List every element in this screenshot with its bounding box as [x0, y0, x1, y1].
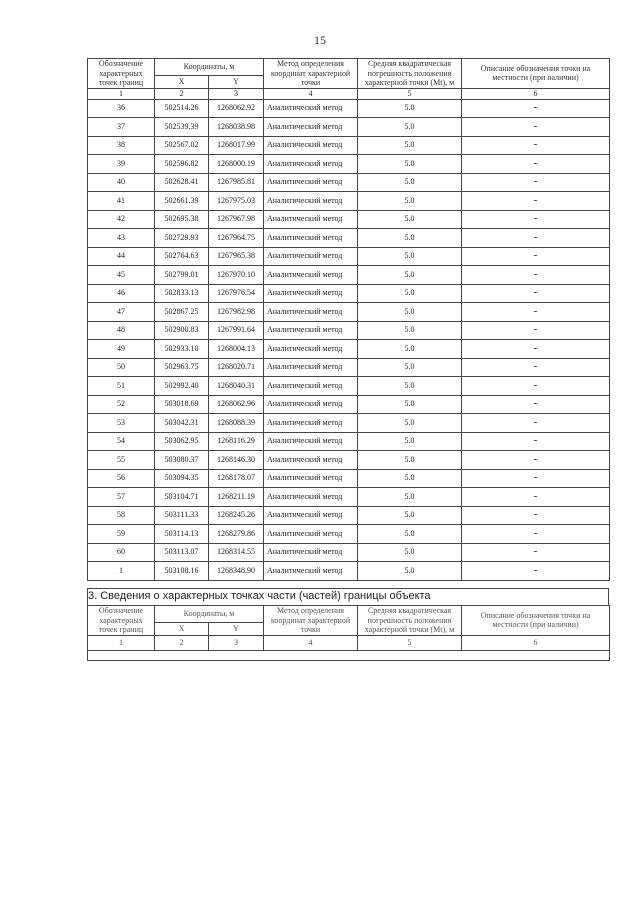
accuracy-cell: 5.0	[358, 210, 462, 229]
y-coordinate-cell: 1268279.86	[209, 525, 264, 544]
description-cell: -	[462, 266, 610, 285]
accuracy-cell: 5.0	[358, 340, 462, 359]
header-y: Y	[209, 623, 264, 635]
y-coordinate-cell: 1268000.19	[209, 155, 264, 174]
x-coordinate-cell: 502628.41	[155, 173, 209, 192]
header-coordinates: Координаты, м	[155, 606, 264, 623]
table-row	[88, 173, 610, 192]
description-cell: -	[462, 469, 610, 488]
col-number: 4	[264, 88, 358, 99]
point-label-cell: 42	[88, 210, 155, 229]
table-row	[88, 377, 610, 396]
y-coordinate-cell: 1268004.13	[209, 340, 264, 359]
col-number: 1	[88, 88, 155, 99]
point-label-cell: 39	[88, 155, 155, 174]
method-cell: Аналитический метод	[264, 229, 358, 248]
description-cell: -	[462, 321, 610, 340]
table-row	[88, 488, 610, 507]
point-label-cell: 43	[88, 229, 155, 248]
empty-row	[88, 650, 610, 660]
col-number: 3	[209, 635, 264, 650]
y-coordinate-cell: 1267967.98	[209, 210, 264, 229]
method-cell: Аналитический метод	[264, 173, 358, 192]
method-cell: Аналитический метод	[264, 99, 358, 118]
table-row	[88, 192, 610, 211]
col-number: 6	[462, 635, 610, 650]
part-boundary-points-table	[87, 605, 610, 661]
y-coordinate-cell: 1268040.31	[209, 377, 264, 396]
table-row	[88, 266, 610, 285]
y-coordinate-cell: 1268062.92	[209, 99, 264, 118]
x-coordinate-cell: 503062.95	[155, 432, 209, 451]
table-row	[88, 118, 610, 137]
y-coordinate-cell: 1268245.26	[209, 506, 264, 525]
accuracy-cell: 5.0	[358, 266, 462, 285]
col-number: 5	[358, 88, 462, 99]
section-3-title: 3. Сведения о характерных точках части (частей) границы объекта	[88, 590, 431, 602]
point-label-cell: 47	[88, 303, 155, 322]
y-coordinate-cell: 1267975.03	[209, 192, 264, 211]
accuracy-cell: 5.0	[358, 358, 462, 377]
x-coordinate-cell: 502764.63	[155, 247, 209, 266]
x-coordinate-cell: 502661.39	[155, 192, 209, 211]
table-row	[88, 469, 610, 488]
section-divider	[87, 588, 609, 589]
table-row	[88, 284, 610, 303]
col-number: 6	[462, 88, 610, 99]
accuracy-cell: 5.0	[358, 118, 462, 137]
description-cell: -	[462, 99, 610, 118]
x-coordinate-cell: 503108.16	[155, 562, 209, 581]
col-number: 2	[155, 88, 209, 99]
header-x: X	[155, 76, 209, 88]
accuracy-cell: 5.0	[358, 99, 462, 118]
description-cell: -	[462, 432, 610, 451]
point-label-cell: 1	[88, 562, 155, 581]
table-row	[88, 395, 610, 414]
point-label-cell: 53	[88, 414, 155, 433]
description-cell: -	[462, 155, 610, 174]
method-cell: Аналитический метод	[264, 432, 358, 451]
accuracy-cell: 5.0	[358, 432, 462, 451]
accuracy-cell: 5.0	[358, 469, 462, 488]
y-coordinate-cell: 1268211.19	[209, 488, 264, 507]
description-cell: -	[462, 340, 610, 359]
point-label-cell: 55	[88, 451, 155, 470]
accuracy-cell: 5.0	[358, 562, 462, 581]
x-coordinate-cell: 502963.75	[155, 358, 209, 377]
description-cell: -	[462, 562, 610, 581]
accuracy-cell: 5.0	[358, 488, 462, 507]
point-label-cell: 54	[88, 432, 155, 451]
y-coordinate-cell: 1267985.81	[209, 173, 264, 192]
y-coordinate-cell: 1268038.98	[209, 118, 264, 137]
table-row	[88, 229, 610, 248]
y-coordinate-cell: 1268146.30	[209, 451, 264, 470]
point-label-cell: 41	[88, 192, 155, 211]
col-number: 2	[155, 635, 209, 650]
method-cell: Аналитический метод	[264, 340, 358, 359]
method-cell: Аналитический метод	[264, 247, 358, 266]
method-cell: Аналитический метод	[264, 284, 358, 303]
x-coordinate-cell: 502514.26	[155, 99, 209, 118]
accuracy-cell: 5.0	[358, 543, 462, 562]
table-row	[88, 321, 610, 340]
table-row	[88, 136, 610, 155]
col-number: 1	[88, 635, 155, 650]
x-coordinate-cell: 503104.71	[155, 488, 209, 507]
table-row	[88, 525, 610, 544]
method-cell: Аналитический метод	[264, 303, 358, 322]
header-coordinates: Координаты, м	[155, 59, 264, 76]
point-label-cell: 50	[88, 358, 155, 377]
description-cell: -	[462, 358, 610, 377]
col-number: 3	[209, 88, 264, 99]
method-cell: Аналитический метод	[264, 488, 358, 507]
y-coordinate-cell: 1267976.54	[209, 284, 264, 303]
method-cell: Аналитический метод	[264, 377, 358, 396]
method-cell: Аналитический метод	[264, 395, 358, 414]
frame-left	[87, 588, 88, 605]
header-point-label: Обозначение характерных точек границ	[88, 606, 155, 636]
description-cell: -	[462, 173, 610, 192]
point-label-cell: 58	[88, 506, 155, 525]
table-row	[88, 562, 610, 581]
method-cell: Аналитический метод	[264, 155, 358, 174]
header-description: Описание обозначения точки на местности (при наличии)	[462, 606, 610, 636]
accuracy-cell: 5.0	[358, 284, 462, 303]
boundary-points-table	[87, 58, 610, 581]
table-row	[88, 247, 610, 266]
description-cell: -	[462, 543, 610, 562]
table-row	[88, 99, 610, 118]
table-row	[88, 210, 610, 229]
description-cell: -	[462, 451, 610, 470]
header-point-label: Обозначение характерных точек границ	[88, 59, 155, 89]
method-cell: Аналитический метод	[264, 414, 358, 433]
accuracy-cell: 5.0	[358, 136, 462, 155]
header-x: X	[155, 623, 209, 635]
table-row	[88, 506, 610, 525]
table-row	[88, 432, 610, 451]
description-cell: -	[462, 210, 610, 229]
x-coordinate-cell: 502867.25	[155, 303, 209, 322]
column-numbers-row	[88, 88, 610, 99]
col-number: 5	[358, 635, 462, 650]
description-cell: -	[462, 136, 610, 155]
accuracy-cell: 5.0	[358, 192, 462, 211]
x-coordinate-cell: 502933.10	[155, 340, 209, 359]
x-coordinate-cell: 502900.83	[155, 321, 209, 340]
description-cell: -	[462, 414, 610, 433]
x-coordinate-cell: 503080.37	[155, 451, 209, 470]
y-coordinate-cell: 1268178.07	[209, 469, 264, 488]
method-cell: Аналитический метод	[264, 321, 358, 340]
description-cell: -	[462, 247, 610, 266]
point-label-cell: 57	[88, 488, 155, 507]
method-cell: Аналитический метод	[264, 506, 358, 525]
description-cell: -	[462, 229, 610, 248]
table-row	[88, 340, 610, 359]
point-label-cell: 44	[88, 247, 155, 266]
y-coordinate-cell: 1268348.90	[209, 562, 264, 581]
x-coordinate-cell: 503094.35	[155, 469, 209, 488]
point-label-cell: 59	[88, 525, 155, 544]
method-cell: Аналитический метод	[264, 469, 358, 488]
frame-right	[608, 588, 609, 605]
point-label-cell: 40	[88, 173, 155, 192]
method-cell: Аналитический метод	[264, 562, 358, 581]
x-coordinate-cell: 502695.38	[155, 210, 209, 229]
method-cell: Аналитический метод	[264, 136, 358, 155]
table-row	[88, 358, 610, 377]
point-label-cell: 56	[88, 469, 155, 488]
description-cell: -	[462, 377, 610, 396]
x-coordinate-cell: 502567.02	[155, 136, 209, 155]
description-cell: -	[462, 506, 610, 525]
table-row	[88, 543, 610, 562]
x-coordinate-cell: 502799.01	[155, 266, 209, 285]
column-numbers-row	[88, 635, 610, 650]
empty-cell	[88, 650, 610, 660]
x-coordinate-cell: 503114.13	[155, 525, 209, 544]
y-coordinate-cell: 1268017.99	[209, 136, 264, 155]
accuracy-cell: 5.0	[358, 506, 462, 525]
method-cell: Аналитический метод	[264, 192, 358, 211]
x-coordinate-cell: 502992.40	[155, 377, 209, 396]
accuracy-cell: 5.0	[358, 395, 462, 414]
header-accuracy: Средняя квадратическая погрешность положения характерной точки (Mt), м	[358, 59, 462, 89]
y-coordinate-cell: 1267964.75	[209, 229, 264, 248]
method-cell: Аналитический метод	[264, 525, 358, 544]
col-number: 4	[264, 635, 358, 650]
description-cell: -	[462, 303, 610, 322]
description-cell: -	[462, 395, 610, 414]
accuracy-cell: 5.0	[358, 377, 462, 396]
accuracy-cell: 5.0	[358, 321, 462, 340]
method-cell: Аналитический метод	[264, 451, 358, 470]
y-coordinate-cell: 1267982.98	[209, 303, 264, 322]
header-method: Метод определения координат характерной точки	[264, 606, 358, 636]
accuracy-cell: 5.0	[358, 525, 462, 544]
method-cell: Аналитический метод	[264, 118, 358, 137]
accuracy-cell: 5.0	[358, 451, 462, 470]
point-label-cell: 46	[88, 284, 155, 303]
accuracy-cell: 5.0	[358, 414, 462, 433]
accuracy-cell: 5.0	[358, 173, 462, 192]
accuracy-cell: 5.0	[358, 229, 462, 248]
description-cell: -	[462, 192, 610, 211]
y-coordinate-cell: 1267991.64	[209, 321, 264, 340]
page-number: 15	[314, 33, 326, 47]
accuracy-cell: 5.0	[358, 247, 462, 266]
point-label-cell: 60	[88, 543, 155, 562]
point-label-cell: 52	[88, 395, 155, 414]
method-cell: Аналитический метод	[264, 266, 358, 285]
y-coordinate-cell: 1268116.29	[209, 432, 264, 451]
point-label-cell: 36	[88, 99, 155, 118]
method-cell: Аналитический метод	[264, 358, 358, 377]
point-label-cell: 45	[88, 266, 155, 285]
y-coordinate-cell: 1268088.39	[209, 414, 264, 433]
accuracy-cell: 5.0	[358, 303, 462, 322]
header-description: Описание обозначения точки на местности (при наличии)	[462, 59, 610, 89]
y-coordinate-cell: 1267965.38	[209, 247, 264, 266]
x-coordinate-cell: 503111.33	[155, 506, 209, 525]
y-coordinate-cell: 1268020.71	[209, 358, 264, 377]
accuracy-cell: 5.0	[358, 155, 462, 174]
point-label-cell: 37	[88, 118, 155, 137]
table-row	[88, 414, 610, 433]
table-row	[88, 155, 610, 174]
y-coordinate-cell: 1268062.96	[209, 395, 264, 414]
point-label-cell: 38	[88, 136, 155, 155]
x-coordinate-cell: 502833.13	[155, 284, 209, 303]
table-row	[88, 451, 610, 470]
header-y: Y	[209, 76, 264, 88]
x-coordinate-cell: 503113.07	[155, 543, 209, 562]
header-accuracy: Средняя квадратическая погрешность положения характерной точки (Mt), м	[358, 606, 462, 636]
point-label-cell: 51	[88, 377, 155, 396]
method-cell: Аналитический метод	[264, 543, 358, 562]
description-cell: -	[462, 284, 610, 303]
description-cell: -	[462, 118, 610, 137]
description-cell: -	[462, 488, 610, 507]
x-coordinate-cell: 502596.82	[155, 155, 209, 174]
table-row	[88, 303, 610, 322]
description-cell: -	[462, 525, 610, 544]
point-label-cell: 48	[88, 321, 155, 340]
x-coordinate-cell: 503018.69	[155, 395, 209, 414]
x-coordinate-cell: 503042.31	[155, 414, 209, 433]
y-coordinate-cell: 1267970.10	[209, 266, 264, 285]
x-coordinate-cell: 502729.93	[155, 229, 209, 248]
method-cell: Аналитический метод	[264, 210, 358, 229]
y-coordinate-cell: 1268314.55	[209, 543, 264, 562]
x-coordinate-cell: 502539.39	[155, 118, 209, 137]
point-label-cell: 49	[88, 340, 155, 359]
header-method: Метод определения координат характерной точки	[264, 59, 358, 89]
